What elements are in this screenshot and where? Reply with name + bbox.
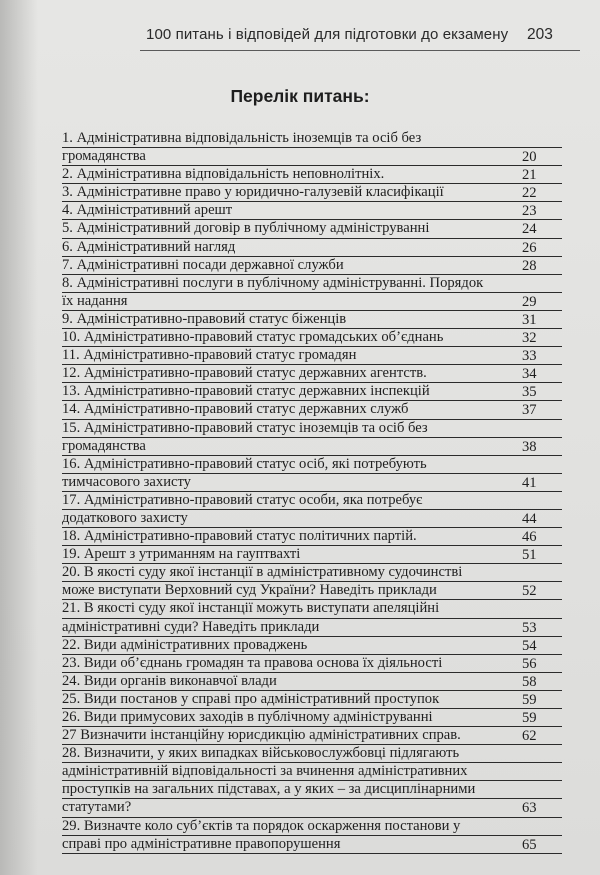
toc-entry-line: їх надання: [62, 293, 562, 311]
toc-entry: [62, 202, 562, 220]
toc-entry: [62, 637, 562, 655]
toc-entry-line: 17. Адміністративно-правовий статус особи, яка потребує: [62, 492, 562, 510]
toc-entry: [62, 727, 562, 745]
list-title: Перелік питань:: [230, 86, 370, 106]
toc-entry: [62, 311, 562, 329]
toc-entry-line: 20. В якості суду якої інстанції в адміністративному судочинстві: [62, 564, 562, 582]
toc-entry-page: 34: [522, 366, 537, 383]
toc-entry: [62, 818, 562, 854]
toc-entry: [62, 184, 562, 202]
toc-entry-page: 31: [522, 311, 537, 328]
toc-entry-line: 1. Адміністративна відповідальність іноземців та осіб без: [62, 130, 562, 148]
toc-entry: [62, 365, 562, 383]
toc-entry: [62, 329, 562, 347]
toc-entry-line: 26. Види примусових заходів в публічному адмініструванні: [62, 709, 562, 727]
toc-entry-line: адміністративні суди? Наведіть приклади: [62, 619, 562, 637]
toc-entry-line: 3. Адміністративне право у юридично-галузевій класифікації: [62, 184, 562, 202]
toc-entry-page: 54: [522, 637, 537, 654]
toc-entry-page: 32: [522, 330, 537, 347]
toc-entry-line: 5. Адміністративний договір в публічному адмініструванні: [62, 220, 562, 238]
toc-entry-line: громадянства: [62, 148, 562, 166]
toc-entry-page: 37: [522, 402, 537, 419]
toc-entry: [62, 220, 562, 238]
toc-entry-page: 65: [522, 836, 537, 853]
toc-entry-line: статутами?: [62, 799, 562, 817]
binding-shadow: [0, 0, 38, 875]
toc-entry: [62, 745, 562, 817]
toc-entry-line: 29. Визначте коло суб’єктів та порядок оскарження постанови у: [62, 818, 562, 836]
toc-entry-page: 22: [522, 185, 537, 202]
toc-entry-line: 6. Адміністративний нагляд: [62, 239, 562, 257]
toc-entry: [62, 655, 562, 673]
toc-entry-line: 11. Адміністративно-правовий статус громадян: [62, 347, 562, 365]
toc-entry: [62, 546, 562, 564]
toc-entry-page: 51: [522, 547, 537, 564]
questions-list: [62, 130, 562, 854]
toc-entry-page: 38: [522, 438, 537, 455]
toc-entry-page: 46: [522, 529, 537, 546]
toc-entry-line: адміністративній відповідальності за вчинення адміністративних: [62, 763, 562, 781]
toc-entry-line: може виступати Верховний суд України? Наведіть приклади: [62, 582, 562, 600]
toc-entry-line: 2. Адміністративна відповідальність неповнолітніх.: [62, 166, 562, 184]
toc-entry-line: 27 Визначити інстанційну юрисдикцію адміністративних справ.: [62, 727, 562, 745]
toc-entry: [62, 564, 562, 600]
toc-entry-line: справі про адміністративне правопорушення: [62, 836, 562, 854]
toc-entry-page: 20: [522, 149, 537, 166]
toc-entry-line: проступків на загальних підставах, а у яких – за дисциплінарними: [62, 781, 562, 799]
toc-entry: [62, 166, 562, 184]
toc-entry: [62, 275, 562, 311]
toc-entry-line: 22. Види адміністративних проваджень: [62, 637, 562, 655]
toc-entry: [62, 456, 562, 492]
header-title: 100 питань і відповідей для підготовки до екзамену: [146, 26, 509, 43]
toc-entry-line: громадянства: [62, 438, 562, 456]
toc-entry: [62, 383, 562, 401]
header-rule: [140, 50, 580, 51]
toc-entry-page: 62: [522, 728, 537, 745]
toc-entry-page: 58: [522, 673, 537, 690]
toc-entry: [62, 347, 562, 365]
toc-entry-line: 7. Адміністративні посади державної служби: [62, 257, 562, 275]
toc-entry-line: 12. Адміністративно-правовий статус державних агентств.: [62, 365, 562, 383]
toc-entry-page: 26: [522, 239, 537, 256]
toc-entry-page: 35: [522, 384, 537, 401]
toc-entry-line: 16. Адміністративно-правовий статус осіб, які потребують: [62, 456, 562, 474]
toc-entry: [62, 420, 562, 456]
toc-entry: [62, 673, 562, 691]
toc-entry-line: 4. Адміністративний арешт: [62, 202, 562, 220]
toc-entry-line: 21. В якості суду якої інстанції можуть виступати апеляційні: [62, 600, 562, 618]
toc-entry: [62, 239, 562, 257]
toc-entry: [62, 600, 562, 636]
toc-entry-page: 24: [522, 221, 537, 238]
toc-entry-page: 41: [522, 474, 537, 491]
toc-entry-page: 59: [522, 691, 537, 708]
toc-entry-page: 28: [522, 257, 537, 274]
toc-entry-line: 15. Адміністративно-правовий статус іноземців та осіб без: [62, 420, 562, 438]
toc-entry-page: 21: [522, 167, 537, 184]
toc-entry-page: 56: [522, 655, 537, 672]
toc-entry-page: 59: [522, 710, 537, 726]
toc-entry-line: 13. Адміністративно-правовий статус державних інспекцій: [62, 383, 562, 401]
toc-entry: [62, 401, 562, 419]
toc-entry-page: 29: [522, 293, 537, 310]
toc-entry-page: 52: [522, 583, 537, 600]
toc-entry: [62, 528, 562, 546]
toc-entry-line: 10. Адміністративно-правовий статус громадських об’єднань: [62, 329, 562, 347]
toc-entry: [62, 709, 562, 727]
toc-entry-page: 63: [522, 800, 537, 817]
toc-entry-page: 44: [522, 510, 537, 527]
toc-entry-line: 18. Адміністративно-правовий статус політичних партій.: [62, 528, 562, 546]
toc-entry-line: тимчасового захисту: [62, 474, 562, 492]
toc-entry: [62, 257, 562, 275]
toc-entry-page: 33: [522, 348, 537, 365]
toc-entry-line: 8. Адміністративні послуги в публічному адмініструванні. Порядок: [62, 275, 562, 293]
toc-entry-line: 14. Адміністративно-правовий статус державних служб: [62, 401, 562, 419]
toc-entry-line: додаткового захисту: [62, 510, 562, 528]
toc-entry-page: 53: [522, 619, 537, 636]
toc-entry-line: 19. Арешт з утриманням на гауптвахті: [62, 546, 562, 564]
running-header: [0, 26, 600, 48]
toc-entry-page: 23: [522, 203, 537, 220]
toc-entry: [62, 492, 562, 528]
toc-entry-line: 9. Адміністративно-правовий статус біженців: [62, 311, 562, 329]
toc-entry-line: 25. Види постанов у справі про адміністративний проступок: [62, 691, 562, 709]
toc-entry-line: 28. Визначити, у яких випадках військовослужбовці підлягають: [62, 745, 562, 763]
toc-entry-line: 23. Види об’єднань громадян та правова основа їх діяльності: [62, 655, 562, 673]
header-page-number: 203: [527, 26, 553, 43]
toc-entry: [62, 130, 562, 166]
toc-entry-line: 24. Види органів виконавчої влади: [62, 673, 562, 691]
toc-entry: [62, 691, 562, 709]
